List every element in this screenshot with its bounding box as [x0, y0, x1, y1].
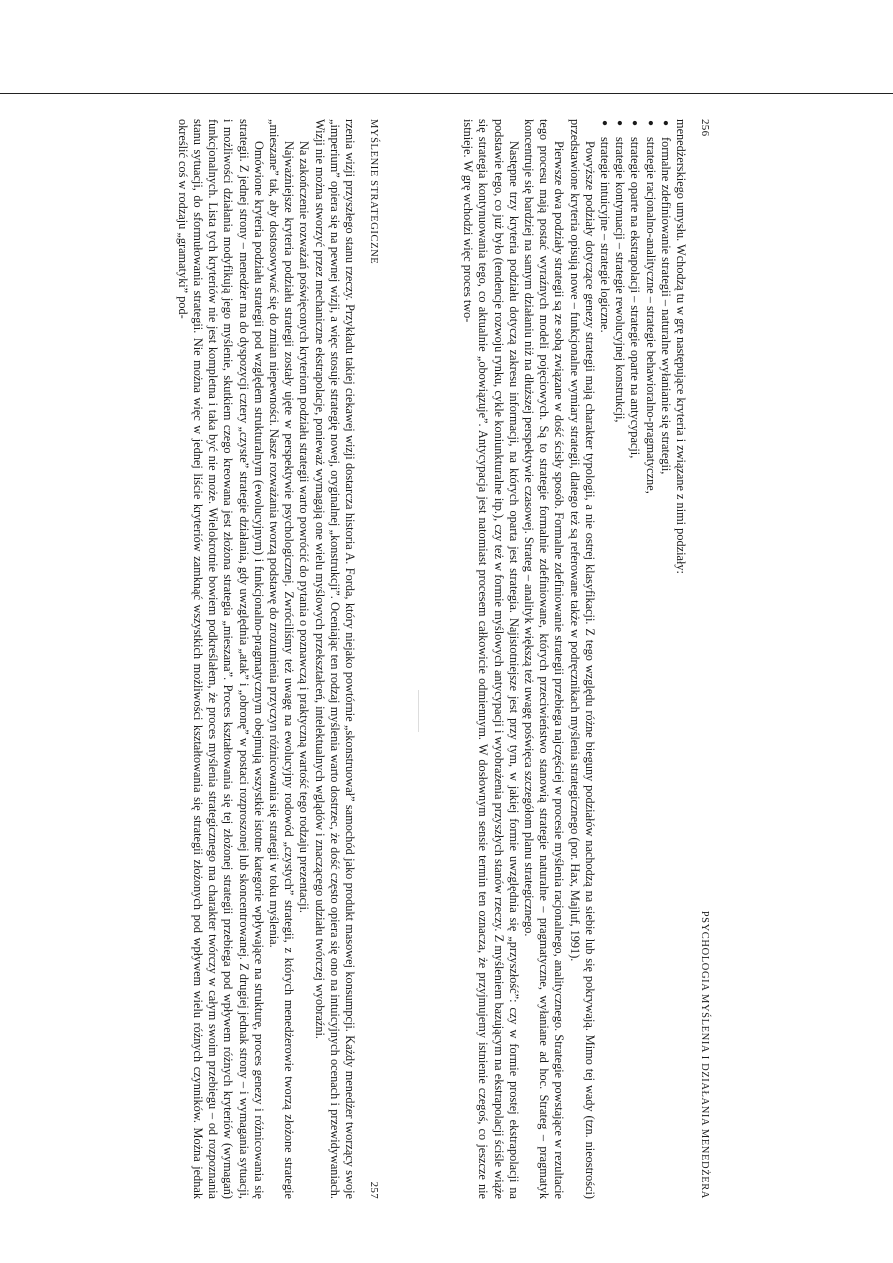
body-paragraph: Na zakończenie rozważań poświęconych kryteriom podziału strategii warto powrócić do pytania o poznawczą i praktyczną wartość tego rodzaju prezentacji. [297, 141, 312, 913]
list-item: ● formalne zdefiniowanie strategii – naturalne wyłanianie się strategii, [658, 135, 673, 1199]
page-number: 257 [368, 1181, 380, 1199]
list-item: ● strategie oparte na ekstrapolacji – strategie oparte na antycypacji, [627, 135, 642, 1199]
intro-paragraph: menedżerskiego umysłu. Wchodzą tu w grę następujące kryteria i związane z nimi podziały: [674, 119, 688, 574]
body-paragraph: Omówione kryteria podziału strategii pod względem strukturalnym (ewolucyjnym) i funkcjonalno-pragmatycznym obejmują wszystkie istotne kategorie wpływające na strukturę, proces genezy i różnicowania się strategii. Z jednej strony – menedżer ma do dyspozycji cztery „czyste” strategie działania, gdy uwzględnia „atak” i „obronę” w postaci rozproszonej lub skoncentrowanej. Z drugiej jednak strony – i wymagania sytuacji, i możliwości działania modyfikują jego myślenie, skutkiem czego kreowana jest złożona strategia „mieszana”. Proces kształtowania się tej złożonej strategii przebiega pod wpływem różnych kryteriów (wymagań) funkcjonalnych. Lista tych kryteriów nie jest kompletna i taka być nie może. Wielokrotnie bowiem podkreślałem, że proces myślenia strategicznego ma charakter twórczy w całym swoim przebiegu – od rozpoznania stanu sytuacji, do sformułowania strategii. Nie można więc w jednej liście kryteriów zamknąć wszystkich możliwości kształtowania się strategii złożonych pod wpływem wielu różnych czynników. Można jednak określić coś w rodzaju „gramatyki” pod- [175, 119, 266, 1199]
running-head: PSYCHOLOGIA MYŚLENIA I DZIAŁANIA MENEDŻERA [699, 910, 710, 1199]
body-paragraph: rzenia wizji przyszłego stanu rzeczy. Przykładu takiej ciekawej wizji dostarcza historia A. Forda, który niejako powtórnie „skonstruował” samochód jako produkt masowej konsumpcji. Każdy menedżer tworzący swoje „imperium” opiera się na pewnej wizji, a więc stosuje strategię nowej, oryginalnej „konstrukcji”. Oceniając ten rodzaj myślenia warto dostrzec, że dość często opiera się ono na intuicyjnych ocenach i przewidywaniach. Wizji nie można stworzyć przez mechaniczne ekstrapolacje, ponieważ wymagają one wielu myślowych przekształceń, intelektualnych wglądów i znaczącego udziału twórczej wyobraźni. [312, 119, 357, 1199]
body-paragraph: Powyższe podziały dotyczące genezy strategii mają charakter typologii, a nie ostrej klasyfikacji. Z tego względu różne bieguny podziałów nachodzą na siebie lub się pokrywają. Mimo tej wady (tzn. nieostrości) przedstawione kryteria opisują nowe – funkcjonalne wymiary strategii, dlatego też są referowane także w podręcznikach myślenia strategicznego (por. Hax, Majluf, 1991). [567, 119, 597, 1199]
body-paragraph: Następne trzy kryteria podziału dotyczą zakresu informacji, na których oparta jest strategia. Najistotniejsze jest przy tym, w jakiej formie uwzględnia się „przyszłość”: czy w formie prostej ekstrapolacji na podstawie tego, co już było (tendencje rozwoju rynku, cykle koniunkturalne itp.), czy też w formie myślowych antycypacji i wyobrażenia przyszłych stanów rzeczy. Z myśleniem bazującym na ekstrapolacji ściśle wiąże się strategia kontynuowania tego, co aktualnie „obowiązuje”. Antycypacja jest natomiast procesem całkowicie odmiennym. W dosłownym sensie termin ten oznacza, że przyjmujemy istnienie czegoś, co jeszcze nie istnieje. W grę wchodzi więc proces two- [461, 119, 521, 1199]
running-head: MYŚLENIE STRATEGICZNE [368, 119, 379, 265]
page-257-header [367, 119, 381, 1199]
scan-edge-line [0, 93, 893, 94]
body-paragraph: Najważniejsze kryteria podziału strategii zostały ujęte w perspektywie psychologicznej. Zwróciliśmy też uwagę na ewolucyjny rodowód „czystych” strategii, z których menedżerowie tworzą złożone strategie „mieszane” tak, aby dostosowywać się do zmian niepewności. Nasze rozważania tworzą podstawę do zrozumienia przyczyn różnicowania się strategii w toku myślenia. [266, 119, 297, 1199]
body-paragraph: Pierwsze dwa podziały strategii są ze sobą związane w dość ścisły sposób. Formalne zdefiniowanie strategii przebiega najczęściej w procesie myślenia racjonalnego, analitycznego. Strategie powstające w rezultacie tego procesu mają postać wyraźnych modeli pojęciowych. Są to strategie formalnie zdefiniowane, których przeciwieństwo stanowią strategie naturalne – pragmatyczne, wyłaniane ad hoc. Strateg – pragmatyk koncentruje się bardziej na samym działaniu niż na dłuższej perspektywie czasowej. Strateg – analityk większą też uwagę poświęca szczegółom planu strategicznego. [521, 119, 567, 1199]
page-257 [0, 119, 381, 1199]
criteria-list [597, 119, 673, 1199]
page-256-header [698, 119, 712, 1199]
list-item: ● strategie kontynuacji – strategie rewolucyjnej konstrukcji, [612, 135, 627, 1199]
page-number: 256 [699, 119, 711, 137]
list-item: ● strategie intuicyjne – strategie logiczne. [597, 135, 612, 1199]
list-item: ● strategie racjonalno-analityczne – strategie behawioralno-pragmatyczne, [642, 135, 657, 1199]
